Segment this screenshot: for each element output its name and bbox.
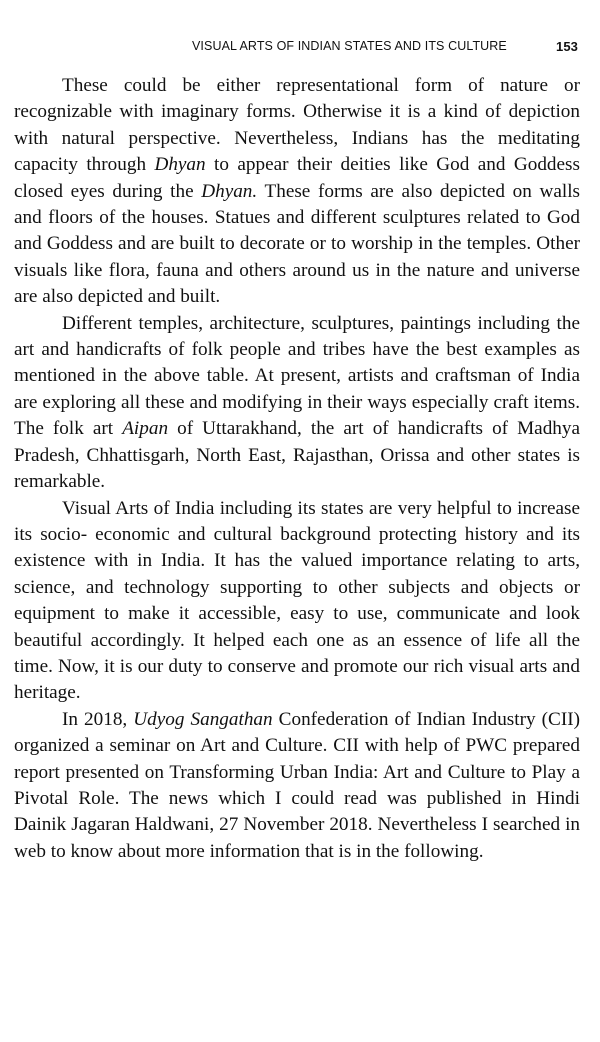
paragraph-1-italic-a: Dhyan [154,154,206,176]
paragraph-2-italic-a: Aipan [122,418,169,440]
paragraph-4-italic-a: Udyog Sangathan [133,708,273,730]
paragraph-2-text-b: of Uttarakhand, the art of handicrafts of Madhya Pradesh, Chhattisgarh, North East, Rajasthan, Orissa and other states is remarkable. [14,418,580,493]
running-head: VISUAL ARTS OF INDIAN STATES AND ITS CULTURE [192,39,507,53]
paragraph-1-text-a: These could be either representational form of nature or recognizable with imaginary forms. Otherwise it is a kind of depiction with natural perspective. Nevertheless, Indians has the meditating capacity through [14,75,580,176]
paragraph-4-text-a: In 2018, [62,708,134,730]
paragraph-1-text-c: These forms are also depicted on walls and floors of the houses. Statues and different sculptures related to God and Goddess and are built to decorate or to worship in the temples. Other visuals like flora, fauna and others around us in the nature and universe are also depicted and built. [14,180,580,308]
paragraph-4-text-b: Confederation of Indian Industry (CII) organized a seminar on Art and Culture. CII with help of PWC prepared report presented on Transforming Urban India: Art and Culture to Play a Pivotal Role. The news which I could read was published in Hindi Dainik Jagaran Haldwani, 27 November 2018. Nevertheless I searched in web to know about more information that is in the following. [14,708,580,862]
paragraph-2 [14,311,580,496]
paragraph-2-text-a: Different temples, architecture, sculptures, paintings including the art and handicrafts of folk people and tribes have the best examples as mentioned in the above table. At present, artists and craftsman of India are exploring all these and modifying in their ways especially craft items. The folk art [14,312,580,440]
paragraph-1-text-b: to appear their deities like God and Goddess closed eyes during the [14,154,580,202]
paragraph-1-italic-b: Dhyan. [201,180,258,202]
paragraph-1 [14,73,580,311]
page-number: 153 [556,38,578,54]
paragraph-3-text-a: Visual Arts of India including its states are very helpful to increase its socio- economic and cultural background protecting history and its existence with in India. It has the valued importance relating to arts, science, and technology supporting to other subjects and objects or equipment to make it accessible, easy to use, communicate and look beautiful accordingly. It helped each one as an essence of life all the time. Now, it is our duty to conserve and promote our rich visual arts and heritage. [14,497,580,704]
page-header [192,36,578,56]
body-text [14,73,580,865]
paragraph-3 [14,496,580,707]
paragraph-4 [14,707,580,865]
